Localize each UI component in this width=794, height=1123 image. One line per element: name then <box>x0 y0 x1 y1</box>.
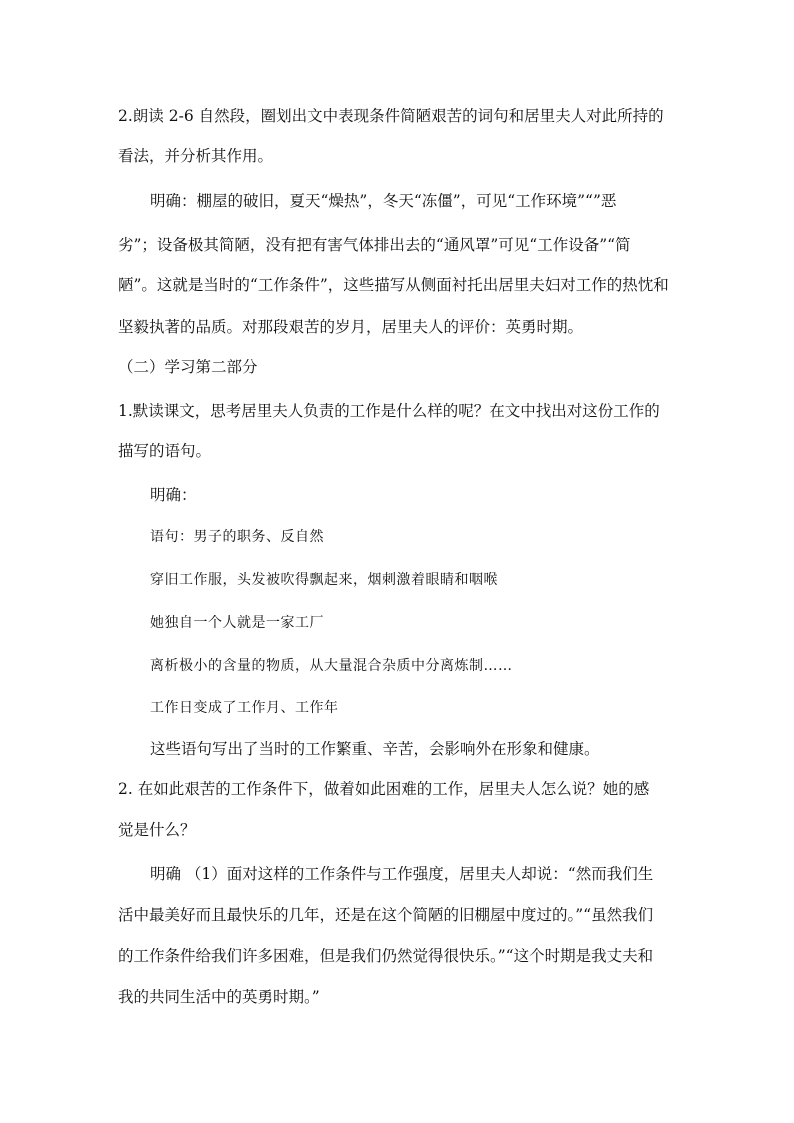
answer-label: 明确： <box>150 486 197 504</box>
quote-line: 穿旧工作服，头发被吹得飘起来，烟刺激着眼睛和咽喉 <box>150 572 498 588</box>
section-heading: （二）学习第二部分 <box>118 358 258 376</box>
quote-line: 工作日变成了工作月、工作年 <box>150 700 339 716</box>
question-line: 觉是什么？ <box>118 821 196 839</box>
paragraph-line: 我的共同生活中的英勇时期。” <box>118 988 320 1006</box>
paragraph-line: 明确 （1）面对这样的工作条件与工作强度，居里夫人却说：“然而我们生 <box>150 865 654 883</box>
paragraph-line: 坚毅执著的品质。对那段艰苦的岁月，居里夫人的评价：英勇时期。 <box>118 318 584 336</box>
quote-line: 她独自一个人就是一家工厂 <box>150 615 324 631</box>
paragraph-line: 看法，并分析其作用。 <box>118 147 274 165</box>
question-line: 描写的语句。 <box>118 442 212 460</box>
paragraph-line: 陋”。这就是当时的“工作条件”，这些描写从侧面衬托出居里夫妇对工作的热忱和 <box>118 276 669 294</box>
question-line: 1.默读课文，思考居里夫人负责的工作是什么样的呢？在文中找出对这份工作的 <box>118 402 660 420</box>
quote-line: 语句：男子的职务、反自然 <box>150 529 324 545</box>
paragraph-line: 这些语句写出了当时的工作繁重、辛苦，会影响外在形象和健康。 <box>150 740 600 758</box>
paragraph-line: 的工作条件给我们许多困难，但是我们仍然觉得很快乐。”“这个时期是我丈夫和 <box>118 947 654 965</box>
paragraph-line: 活中最美好而且最快乐的几年，还是在这个简陋的旧棚屋中度过的。”“虽然我们 <box>118 906 654 924</box>
paragraph-line: 劣”；设备极其简陋，没有把有害气体排出去的“通风罩”可见“工作设备”“简 <box>118 236 631 254</box>
quote-line: 离析极小的含量的物质，从大量混合杂质中分离炼制…… <box>150 658 513 674</box>
paragraph-line: 2.朗读 2-6 自然段，圈划出文中表现条件简陋艰苦的词句和居里夫人对此所持的 <box>118 107 664 125</box>
paragraph-line: 明确：棚屋的破旧，夏天“燥热”，冬天“冻僵”，可见“工作环境”“”恶 <box>150 192 617 210</box>
question-line: 2. 在如此艰苦的工作条件下，做着如此困难的工作，居里夫人怎么说？她的感 <box>118 780 650 798</box>
